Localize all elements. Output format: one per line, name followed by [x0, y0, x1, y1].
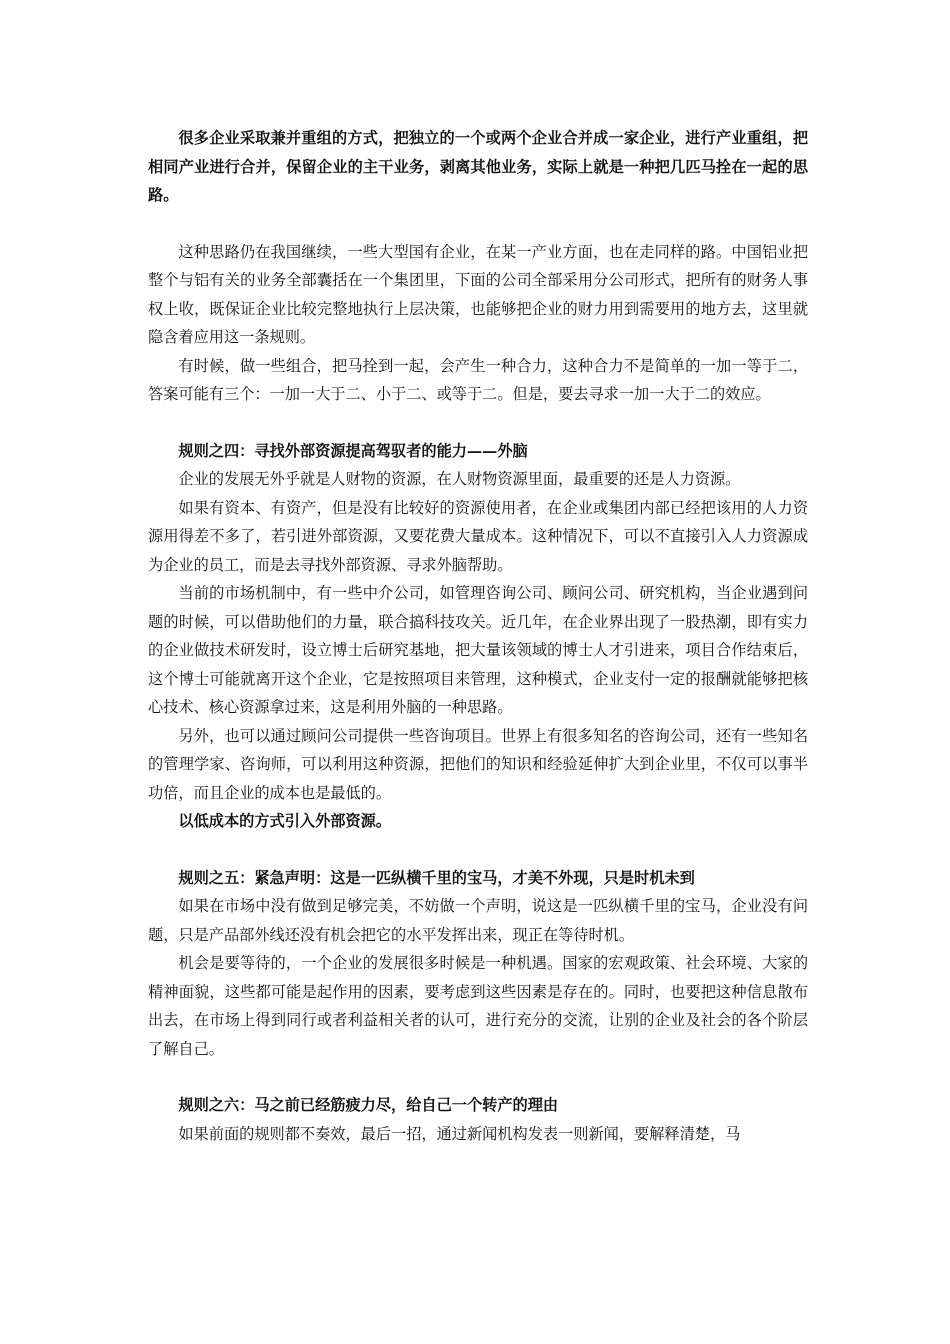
paragraph-chinalco-example: 这种思路仍在我国继续，一些大型国有企业，在某一产业方面，也在走同样的路。中国铝业把整个与铝有关的业务全部囊括在一个集团里，下面的公司全部采用分公司形式，把所有的财务人事权上收，既保证企业比较完整地执行上层决策，也能够把企业的财力用到需要用的地方去，这里就隐含着应用这一条规则。 [148, 242, 808, 346]
heading-rule-4: 规则之四：寻找外部资源提高驾驭者的能力——外脑 [178, 441, 528, 460]
document-page [148, 124, 808, 1148]
paragraph-opportunity: 机会是要等待的，一个企业的发展很多时候是一种机遇。国家的宏观政策、社会环境、大家的精神面貌，这些都可能是起作用的因素，要考虑到这些因素是存在的。同时，也要把这种信息散布出去，在市场上得到同行或者利益相关者的认可，进行充分的交流，让别的企业及社会的各个阶层了解自己。 [148, 954, 808, 1058]
paragraph-intermediaries: 当前的市场机制中，有一些中介公司，如管理咨询公司、顾问公司、研究机构，当企业遇到问题的时候，可以借助他们的力量，联合搞科技攻关。近几年，在企业界出现了一股热潮，即有实力的企业做技术研发时，设立博士后研究基地，把大量该领域的博士人才引进来，项目合作结束后，这个博士可能就离开这个企业，它是按照项目来管理，这种模式，企业支付一定的报酬就能够把核心技术、核心资源拿过来，这是利用外脑的一种思路。 [148, 584, 808, 716]
heading-rule-5: 规则之五：紧急声明：这是一匹纵横千里的宝马，才美不外现，只是时机未到 [178, 868, 695, 887]
paragraph-combined-force: 有时候，做一些组合，把马拴到一起，会产生一种合力，这种合力不是简单的一加一等于二，答案可能有三个：一加一大于二、小于二、或等于二。但是，要去寻求一加一大于二的效应。 [148, 356, 808, 403]
paragraph-last-resort: 如果前面的规则都不奏效，最后一招，通过新闻机构发表一则新闻，要解释清楚，马 [178, 1124, 741, 1143]
paragraph-gap [148, 836, 808, 864]
heading-rule-6: 规则之六：马之前已经筋疲力尽，给自己一个转产的理由 [178, 1096, 559, 1114]
paragraph-external-resources: 如果有资本、有资产，但是没有比较好的资源使用者，在企业或集团内部已经把该用的人力资源用得差不多了，若引进外部资源，又要花费大量成本。这种情况下，可以不直接引入人力资源成为企业的员工，而是去寻找外部资源、寻求外脑帮助。 [148, 498, 808, 574]
paragraph-gap [148, 210, 808, 238]
paragraph-gap [148, 409, 808, 437]
paragraph-gap [148, 1063, 808, 1091]
paragraph-merger-intro: 很多企业采取兼并重组的方式，把独立的一个或两个企业合并成一家企业，进行产业重组，把相同产业进行合并，保留企业的主干业务，剥离其他业务，实际上就是一种把几匹马拴在一起的思路。 [148, 129, 808, 204]
paragraph-low-cost-summary: 以低成本的方式引入外部资源。 [178, 812, 392, 830]
paragraph-consulting: 另外，也可以通过顾问公司提供一些咨询项目。世界上有很多知名的咨询公司，还有一些知名的管理学家、咨询师，可以利用这种资源，把他们的知识和经验延伸扩大到企业里，不仅可以事半功倍，而且企业的成本也是最低的。 [148, 726, 808, 802]
paragraph-human-resources: 企业的发展无外乎就是人财物的资源，在人财物资源里面，最重要的还是人力资源。 [178, 470, 741, 488]
paragraph-statement: 如果在市场中没有做到足够完美，不妨做一个声明，说这是一匹纵横千里的宝马，企业没有问题，只是产品部外线还没有机会把它的水平发挥出来，现正在等待时机。 [148, 897, 808, 944]
